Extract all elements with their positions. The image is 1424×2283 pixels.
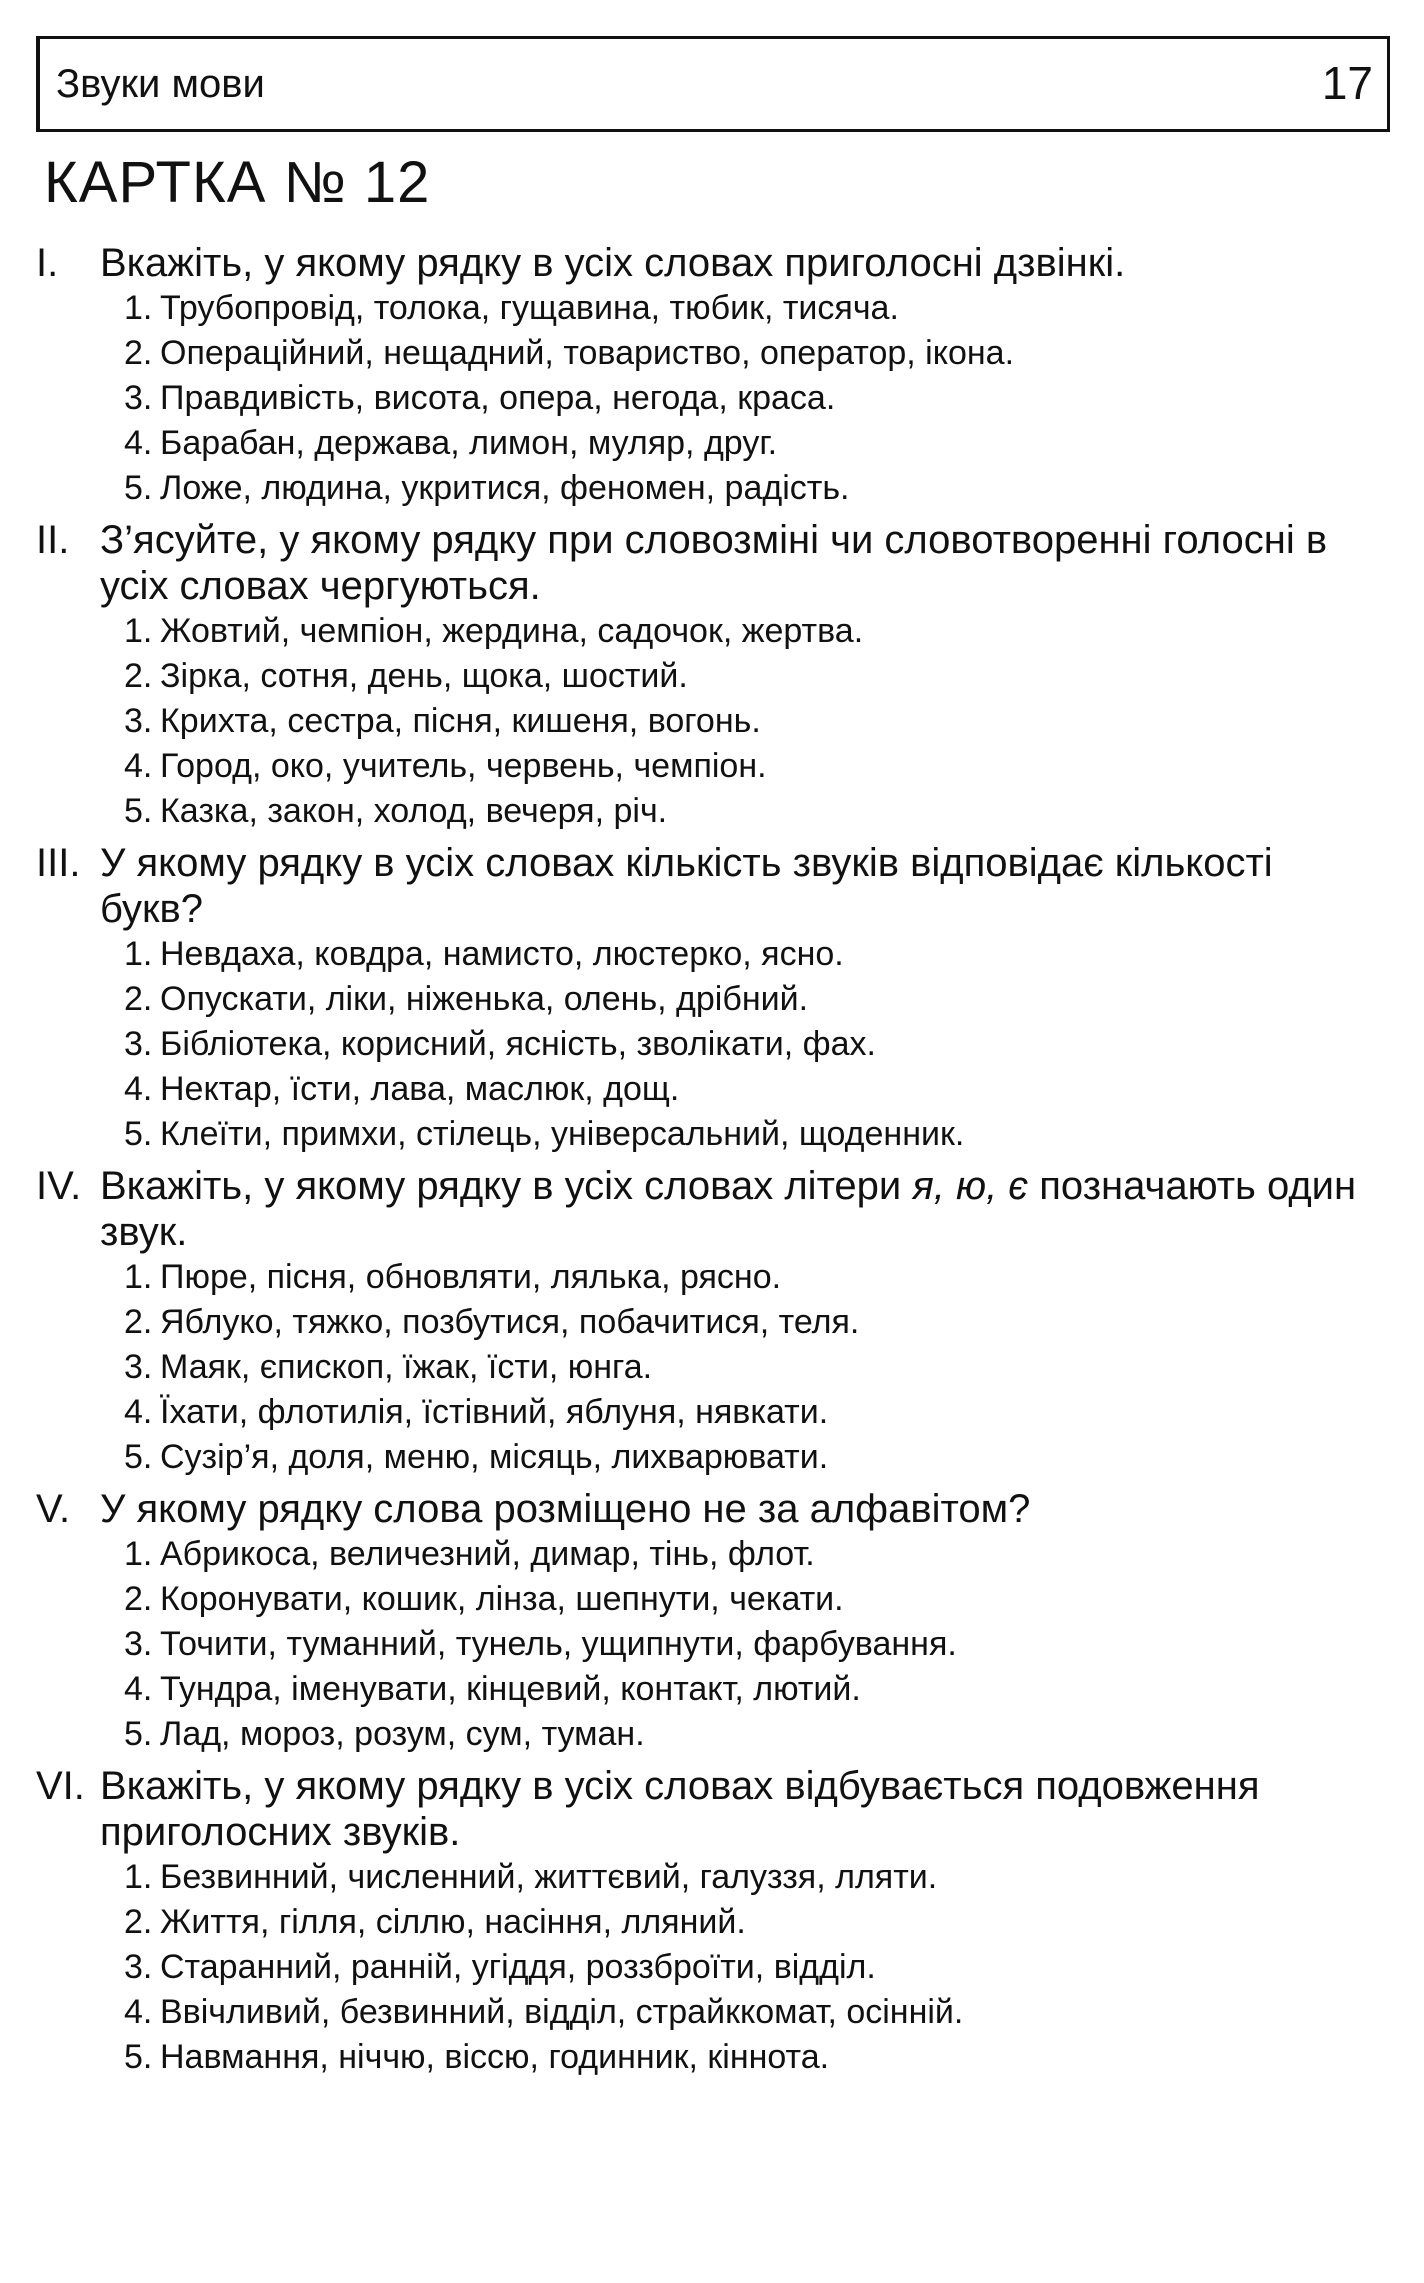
option-text: Трубопровід, толока, гущавина, тюбик, тисяча. — [160, 289, 899, 327]
option-item — [124, 932, 1386, 977]
question-number: VI. — [36, 1764, 85, 1808]
option-number: 5. — [124, 1438, 153, 1476]
option-number: 4. — [124, 1393, 153, 1431]
question-text: У якому рядку в усіх словах кількість звуків відповідає кількості букв? — [100, 841, 1273, 931]
option-item — [124, 1855, 1386, 1900]
question-6 — [36, 1763, 1386, 2080]
option-item — [124, 1945, 1386, 1990]
option-text: Сузір’я, доля, меню, місяць, лихварювати. — [160, 1438, 829, 1476]
option-number: 2. — [124, 1580, 153, 1618]
option-number: 1. — [124, 1258, 153, 1296]
option-text: Город, око, учитель, червень, чемпіон. — [160, 747, 767, 785]
option-number: 2. — [124, 1903, 153, 1941]
option-number: 4. — [124, 747, 153, 785]
option-text: Крихта, сестра, пісня, кишеня, вогонь. — [160, 702, 761, 740]
option-item — [124, 1667, 1386, 1712]
option-number: 1. — [124, 612, 153, 650]
option-list — [36, 932, 1386, 1157]
question-3 — [36, 840, 1386, 1157]
option-text: Нектар, їсти, лава, маслюк, дощ. — [160, 1070, 680, 1108]
option-item — [124, 1532, 1386, 1577]
question-number: V. — [36, 1487, 71, 1531]
option-number: 5. — [124, 1715, 153, 1753]
option-number: 3. — [124, 1025, 153, 1063]
option-item — [124, 654, 1386, 699]
option-text: Пюре, пісня, обновляти, лялька, рясно. — [160, 1258, 782, 1296]
card-title: КАРТКА № 12 — [44, 150, 431, 215]
option-item — [124, 1345, 1386, 1390]
option-number: 3. — [124, 1625, 153, 1663]
question-text-before: Вкажіть, у якому рядку в усіх словах літери — [100, 1164, 913, 1208]
question-1 — [36, 240, 1386, 511]
question-text: Вкажіть, у якому рядку в усіх словах приголосні дзвінкі. — [100, 241, 1126, 285]
option-item — [124, 609, 1386, 654]
option-text: Правдивість, висота, опера, негода, краса. — [160, 379, 836, 417]
option-number: 5. — [124, 2038, 153, 2076]
option-text: Клеїти, примхи, стілець, універсальний, щоденник. — [160, 1115, 965, 1153]
option-text: Ложе, людина, укритися, феномен, радість. — [160, 469, 850, 507]
question-5 — [36, 1486, 1386, 1757]
option-text: Барабан, держава, лимон, муляр, друг. — [160, 424, 778, 462]
page-number: 17 — [1321, 57, 1373, 109]
option-text: Навмання, нiччю, віссю, годинник, кіннота. — [160, 2038, 830, 2076]
option-item — [124, 1112, 1386, 1157]
option-text: Абрикоса, величезний, димар, тінь, флот. — [160, 1535, 815, 1573]
option-number: 5. — [124, 1115, 153, 1153]
option-text: Казка, закон, холод, вечеря, річ. — [160, 792, 668, 830]
option-item — [124, 1622, 1386, 1667]
option-item — [124, 1712, 1386, 1757]
option-text: Бібліотека, корисний, ясність, зволікати, фах. — [160, 1025, 876, 1063]
option-number: 2. — [124, 657, 153, 695]
option-item — [124, 789, 1386, 834]
option-text: Ввічливий, безвинний, відділ, страйккомат, осінній. — [160, 1993, 964, 2031]
option-text: Безвинний, численний, життєвий, галуззя, лляти. — [160, 1858, 938, 1896]
question-4 — [36, 1163, 1386, 1480]
option-text: Зірка, сотня, день, щока, шостий. — [160, 657, 688, 695]
option-item — [124, 699, 1386, 744]
option-number: 2. — [124, 1303, 153, 1341]
question-text: З’ясуйте, у якому рядку при словозміні чи словотворенні голосні в усіх словах чергуються. — [100, 518, 1328, 608]
option-number: 5. — [124, 792, 153, 830]
question-text-after: позначають один звук. — [100, 1164, 1357, 1254]
option-number: 3. — [124, 702, 153, 740]
option-item — [124, 1067, 1386, 1112]
question-text — [100, 1163, 1386, 1255]
option-item — [124, 1255, 1386, 1300]
question-2 — [36, 517, 1386, 834]
option-text: Тундра, іменувати, кінцевий, контакт, лютий. — [160, 1670, 861, 1708]
option-number: 4. — [124, 424, 153, 462]
option-list — [36, 1532, 1386, 1757]
option-number: 4. — [124, 1070, 153, 1108]
option-number: 1. — [124, 289, 153, 327]
option-text: Опускати, ліки, ніженька, олень, дрібний. — [160, 980, 809, 1018]
option-item — [124, 1390, 1386, 1435]
option-item — [124, 466, 1386, 511]
section-title: Звуки мови — [56, 62, 265, 106]
option-list — [36, 1255, 1386, 1480]
option-item — [124, 1577, 1386, 1622]
option-number: 1. — [124, 935, 153, 973]
option-text: Жовтий, чемпіон, жердина, садочок, жертва. — [160, 612, 864, 650]
option-text: Коронувати, кошик, лінза, шепнути, чекати. — [160, 1580, 844, 1618]
option-item — [124, 977, 1386, 1022]
option-number: 2. — [124, 334, 153, 372]
option-item — [124, 1990, 1386, 2035]
option-list — [36, 286, 1386, 511]
option-text: Лад, мороз, розум, сум, туман. — [160, 1715, 645, 1753]
question-text: У якому рядку слова розміщено не за алфавітом? — [100, 1487, 1031, 1531]
running-header — [36, 36, 1390, 132]
option-text: Їхати, флотилія, їстівний, яблуня, нявкати. — [160, 1393, 829, 1431]
option-list — [36, 1855, 1386, 2080]
option-text: Точити, туманний, тунель, ущипнути, фарбування. — [160, 1625, 957, 1663]
question-number: II. — [36, 518, 70, 562]
option-number: 3. — [124, 379, 153, 417]
question-text: Вкажіть, у якому рядку в усіх словах відбувається подовження приголосних звуків. — [100, 1764, 1260, 1854]
option-item — [124, 376, 1386, 421]
question-number: I. — [36, 241, 59, 285]
option-number: 2. — [124, 980, 153, 1018]
question-list — [36, 240, 1386, 2086]
option-item — [124, 744, 1386, 789]
option-item — [124, 421, 1386, 466]
option-number: 4. — [124, 1670, 153, 1708]
option-text: Операційний, нещадний, товариство, оператор, ікона. — [160, 334, 1015, 372]
option-number: 1. — [124, 1535, 153, 1573]
option-number: 4. — [124, 1993, 153, 2031]
option-text: Яблуко, тяжко, позбутися, побачитися, теля. — [160, 1303, 860, 1341]
option-number: 5. — [124, 469, 153, 507]
option-item — [124, 286, 1386, 331]
option-number: 3. — [124, 1948, 153, 1986]
option-text: Старанний, ранній, угіддя, роззброїти, відділ. — [160, 1948, 876, 1986]
option-text: Маяк, єпископ, їжак, їсти, юнга. — [160, 1348, 653, 1386]
question-number: III. — [36, 841, 81, 885]
option-item — [124, 1022, 1386, 1067]
option-text: Життя, гілля, сіллю, насіння, лляний. — [160, 1903, 746, 1941]
option-item — [124, 331, 1386, 376]
option-text: Невдаха, ковдра, намисто, люстерко, ясно. — [160, 935, 844, 973]
option-item — [124, 1300, 1386, 1345]
option-list — [36, 609, 1386, 834]
option-item — [124, 1435, 1386, 1480]
option-number: 3. — [124, 1348, 153, 1386]
question-text-letters: я, ю, є — [912, 1164, 1029, 1208]
option-number: 1. — [124, 1858, 153, 1896]
question-number: IV. — [36, 1164, 82, 1208]
option-item — [124, 2035, 1386, 2080]
option-item — [124, 1900, 1386, 1945]
